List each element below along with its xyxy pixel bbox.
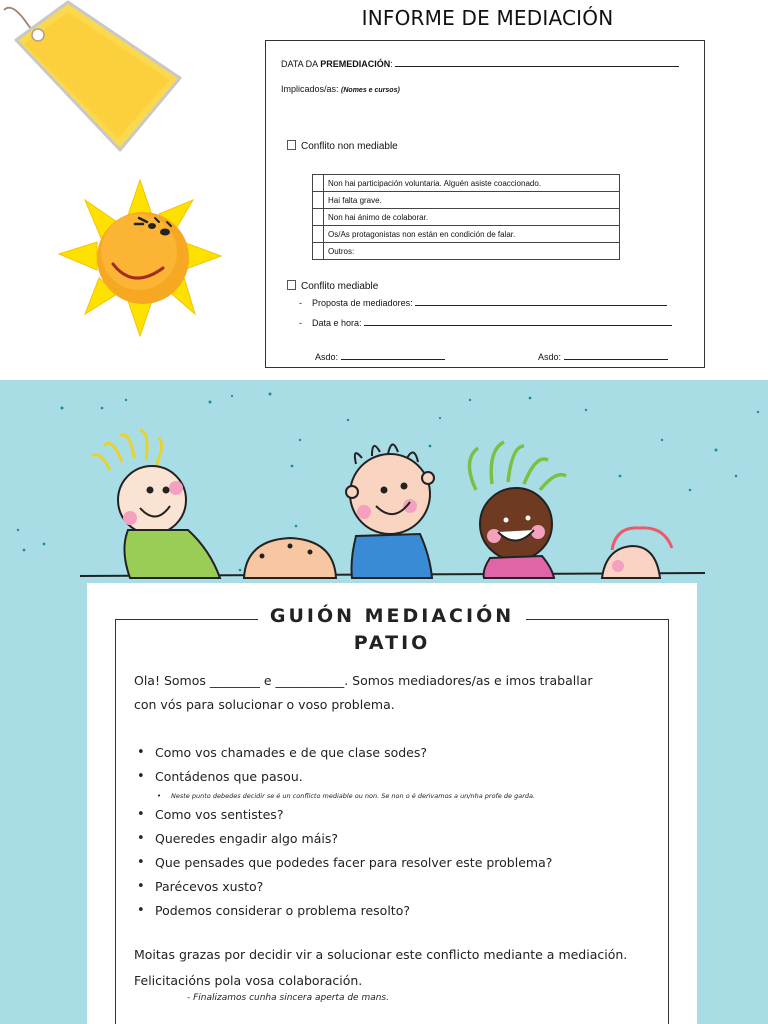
script-sheet [87,583,697,1024]
involved-row [281,84,400,94]
mediable-option[interactable] [287,280,378,292]
mediable-checkbox[interactable] [287,280,296,290]
mediable-label: Conflito mediable [301,281,379,292]
closing-line-1: Moitas grazas por decidir vir a solucionar este conflicto mediante a mediación. [134,947,628,962]
list-item: • Contádenos que pasou. [135,765,552,789]
price-tag-icon [0,0,190,160]
script-title-line2: PATIO [353,632,431,654]
reason-checkbox[interactable] [313,192,324,209]
script-title [87,603,697,657]
mediation-report-form [265,40,705,368]
table-row [313,175,620,192]
list-item: • Como vos chamades e de que clase sodes? [135,741,552,765]
reason-text: Os/As protagonistas non están en condición de falar. [324,226,620,243]
table-row [313,226,620,243]
date-field[interactable] [395,58,679,67]
sun-icon [55,178,225,338]
reason-text: Non hai participación voluntaria. Alguén asiste coaccionado. [324,175,620,192]
date-time-row [299,317,672,328]
reason-text: Hai falta grave. [324,192,620,209]
date-time-label: Data e hora: [312,318,362,328]
non-mediable-checkbox[interactable] [287,140,296,150]
table-row [313,209,620,226]
closing-line-2: Felicitacións pola vosa colaboración. [134,973,363,988]
date-time-field[interactable] [364,317,672,326]
mediation-script-poster [0,380,768,1024]
signature-1 [315,351,445,362]
reason-checkbox[interactable] [313,175,324,192]
intro-line-2: con vós para solucionar o voso problema. [134,697,395,712]
signature-label: Asdo: [315,352,339,362]
children-illustration [0,380,768,590]
signature-label: Asdo: [538,352,562,362]
list-item: • Queredes engadir algo máis? [135,827,552,851]
signature-2 [538,351,668,362]
non-mediable-label: Conflito non mediable [301,141,398,152]
list-item: • Como vos sentistes? [135,803,552,827]
signature-field[interactable] [564,351,668,360]
dash: - [299,318,302,328]
table-row [313,243,620,260]
date-label-bold: PREMEDIACIÓN [320,59,391,69]
script-title-line1: GUIÓN MEDIACIÓN [258,605,526,627]
non-mediable-option[interactable] [287,140,398,152]
proposal-field[interactable] [415,297,667,306]
reason-text: Non hai ánimo de colaborar. [324,209,620,226]
reason-checkbox[interactable] [313,209,324,226]
list-item-note: • Neste punto debedes decidir se é un conflicto mediable ou non. Se non o é derivamos a un/nha profe de garda. [135,789,552,803]
reason-checkbox[interactable] [313,243,324,260]
reason-checkbox[interactable] [313,226,324,243]
involved-hint: (Nomes e cursos) [341,87,400,94]
signature-field[interactable] [341,351,445,360]
dash: - [299,298,302,308]
report-title: INFORME DE MEDIACIÓN [361,6,614,30]
date-row [281,58,679,69]
questions-list [135,741,552,923]
list-item: • Parécevos xusto? [135,875,552,899]
reason-text: Outros: [324,243,620,260]
proposal-label: Proposta de mediadores: [312,298,413,308]
non-mediable-reasons-table [312,174,620,260]
table-row [313,192,620,209]
date-label: DATA DA [281,59,321,69]
involved-label: Implicados/as: [281,84,339,94]
proposal-row [299,297,667,308]
list-item: • Podemos considerar o problema resolto? [135,899,552,923]
list-item: • Que pensades que podedes facer para resolver este problema? [135,851,552,875]
final-note: - Finalizamos cunha sincera aperta de mans. [187,993,389,1003]
date-label-colon: : [390,59,393,69]
intro-line-1: Ola! Somos ________ e ___________. Somos mediadores/as e imos traballar [134,673,593,688]
